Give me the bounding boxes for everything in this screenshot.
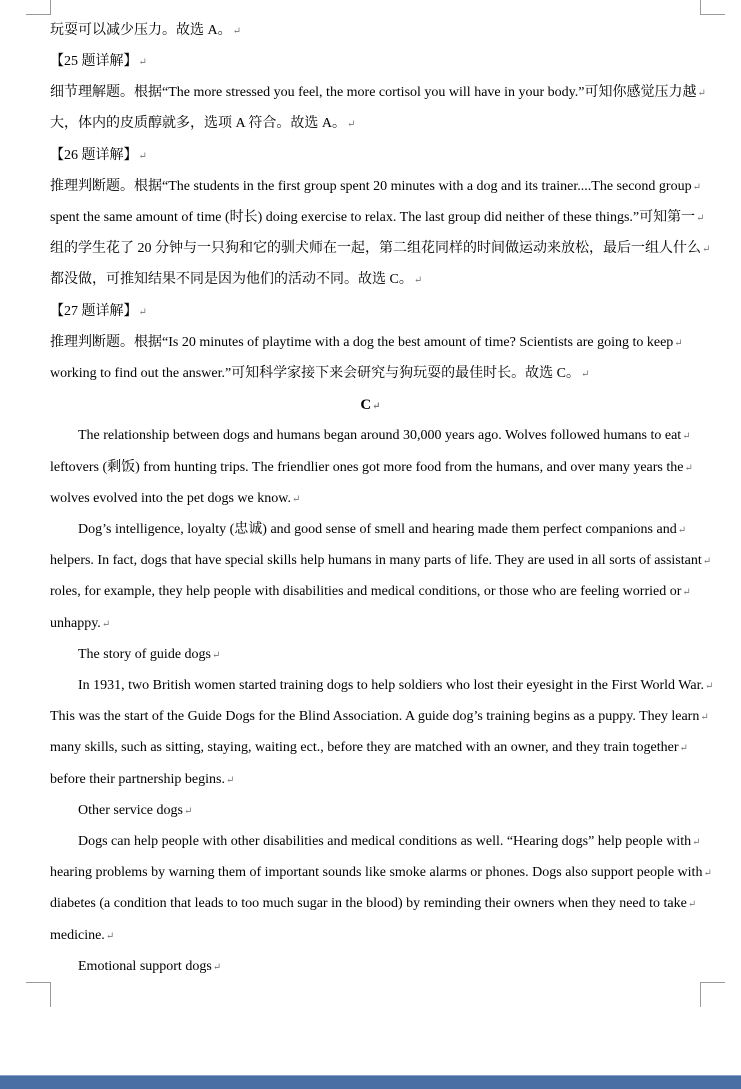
crop-mark-bottom-left (26, 982, 51, 1007)
paragraph-mark-icon: ↵ (674, 338, 683, 349)
text-line (50, 146, 704, 167)
paragraph-mark-icon: ↵ (679, 743, 688, 754)
text-line (50, 458, 704, 479)
text-line (50, 83, 704, 104)
text-line (50, 926, 704, 947)
paragraph-mark-icon: ↵ (105, 931, 115, 942)
paragraph-mark-icon: ↵ (581, 369, 590, 380)
text-line (50, 208, 704, 229)
line-text: 推理判断题。根据“The students in the first group spent 20 minutes with a dog and its trainer....The second group (50, 179, 692, 194)
paragraph-mark-icon: ↵ (232, 26, 242, 37)
paragraph-mark-icon: ↵ (138, 57, 147, 68)
window-bottom-bar (0, 1075, 741, 1089)
text-line (78, 520, 732, 541)
text-line (50, 551, 712, 572)
paragraph-mark-icon: ↵ (138, 307, 147, 318)
paragraph-mark-icon: ↵ (702, 556, 712, 567)
paragraph-mark-icon: ↵ (684, 463, 693, 474)
text-line (50, 114, 704, 135)
line-text: Emotional support dogs (78, 959, 212, 974)
paragraph-mark-icon: ↵ (697, 88, 706, 99)
line-text: helpers. In fact, dogs that have special skills help humans in many parts of life. They are used in all sorts of assistant (50, 553, 702, 568)
paragraph-mark-icon: ↵ (705, 681, 714, 692)
line-text: hearing problems by warning them of important sounds like smoke alarms or phones. Dogs also support people with (50, 865, 703, 880)
text-line (78, 426, 732, 447)
line-text: roles, for example, they help people with disabilities and medical conditions, or those who are feeling worried or (50, 584, 682, 599)
text-line (50, 270, 704, 291)
line-text: medicine. (50, 928, 105, 943)
text-line (50, 364, 704, 385)
line-text: 大，体内的皮质醇就多，选项 A 符合。故选 A。 (50, 116, 346, 131)
paragraph-mark-icon: ↵ (212, 962, 222, 973)
text-line (50, 863, 712, 884)
line-text: 【26 题详解】 (50, 148, 138, 163)
text-line (50, 707, 709, 728)
line-text: The story of guide dogs (78, 647, 211, 662)
text-line (0, 395, 741, 417)
line-text: 细节理解题。根据“The more stressed you feel, the more cortisol you will have in your body.”可知你感觉压力越 (50, 85, 697, 100)
text-line (50, 894, 704, 915)
paragraph-mark-icon: ↵ (696, 213, 705, 224)
line-text: Other service dogs (78, 803, 183, 818)
text-line (78, 957, 732, 978)
line-text: 都没做，可推知结果不同是因为他们的活动不同。故选 C。 (50, 272, 413, 287)
paragraph-mark-icon: ↵ (101, 619, 111, 630)
line-text: diabetes (a condition that leads to too much sugar in the blood) by reminding their owners when they need to take (50, 896, 687, 911)
paragraph-mark-icon: ↵ (138, 151, 147, 162)
line-text: unhappy. (50, 616, 101, 631)
text-line (50, 239, 711, 260)
line-text: 【25 题详解】 (50, 54, 138, 69)
paragraph-mark-icon: ↵ (677, 525, 687, 536)
line-text: before their partnership begins. (50, 772, 225, 787)
text-line (50, 302, 704, 323)
line-text: wolves evolved into the pet dogs we know. (50, 491, 291, 506)
paragraph-mark-icon: ↵ (291, 494, 301, 505)
paragraph-mark-icon: ↵ (702, 244, 711, 255)
line-text: working to find out the answer.”可知科学家接下来会研究与狗玩耍的最佳时长。故选 C。 (50, 366, 581, 381)
paragraph-mark-icon: ↵ (692, 837, 701, 848)
line-text: The relationship between dogs and humans began around 30,000 years ago. Wolves followed humans to eat (78, 428, 682, 443)
paragraph-mark-icon: ↵ (682, 587, 691, 598)
line-text: 玩耍可以减少压力。故选 A。 (50, 23, 232, 38)
text-line (78, 645, 732, 666)
paragraph-mark-icon: ↵ (700, 712, 709, 723)
text-line (50, 333, 704, 354)
crop-mark-top-right (700, 0, 725, 15)
line-text: 组的学生花了 20 分钟与一只狗和它的驯犬师在一起，第二组花同样的时间做运动来放松，最后一组人什么 (50, 241, 701, 256)
line-text: 推理判断题。根据“Is 20 minutes of playtime with a dog the best amount of time? Scientists are going to keep (50, 335, 674, 350)
paragraph-mark-icon: ↵ (372, 401, 381, 412)
paragraph-mark-icon: ↵ (413, 275, 423, 286)
paragraph-mark-icon: ↵ (225, 775, 235, 786)
text-line (50, 177, 704, 198)
crop-mark-bottom-right (700, 982, 725, 1007)
paragraph-mark-icon: ↵ (692, 182, 701, 193)
text-line (78, 832, 732, 853)
paragraph-mark-icon: ↵ (183, 806, 193, 817)
line-text: leftovers (剩饭) from hunting trips. The friendlier ones got more food from the humans, and over many years the (50, 460, 684, 475)
line-text: spent the same amount of time (时长) doing exercise to relax. The last group did neither of these things.”可知第一 (50, 210, 696, 225)
text-line (50, 21, 704, 42)
line-text: many skills, such as sitting, staying, waiting ect., before they are matched with an owner, and they train together (50, 740, 679, 755)
text-line (78, 676, 732, 697)
paragraph-mark-icon: ↵ (346, 119, 356, 130)
text-line (78, 801, 732, 822)
line-text: 【27 题详解】 (50, 304, 138, 319)
text-line (50, 770, 704, 791)
paragraph-mark-icon: ↵ (703, 868, 712, 879)
text-line (50, 52, 704, 73)
line-text: In 1931, two British women started training dogs to help soldiers who lost their eyesight in the First World War. (78, 678, 705, 693)
line-text: This was the start of the Guide Dogs for the Blind Association. A guide dog’s training begins as a puppy. They learn (50, 709, 700, 724)
text-line (50, 582, 704, 603)
paragraph-mark-icon: ↵ (687, 899, 697, 910)
text-line (50, 489, 704, 510)
text-line (50, 738, 704, 759)
line-text: C (360, 397, 372, 413)
line-text: Dogs can help people with other disabilities and medical conditions as well. “Hearing dogs” help people with (78, 834, 692, 849)
paragraph-mark-icon: ↵ (682, 431, 691, 442)
paragraph-mark-icon: ↵ (211, 650, 221, 661)
line-text: Dog’s intelligence, loyalty (忠诚) and good sense of smell and hearing made them perfect companions and (78, 522, 677, 537)
crop-mark-top-left (26, 0, 51, 15)
text-line (50, 614, 704, 635)
